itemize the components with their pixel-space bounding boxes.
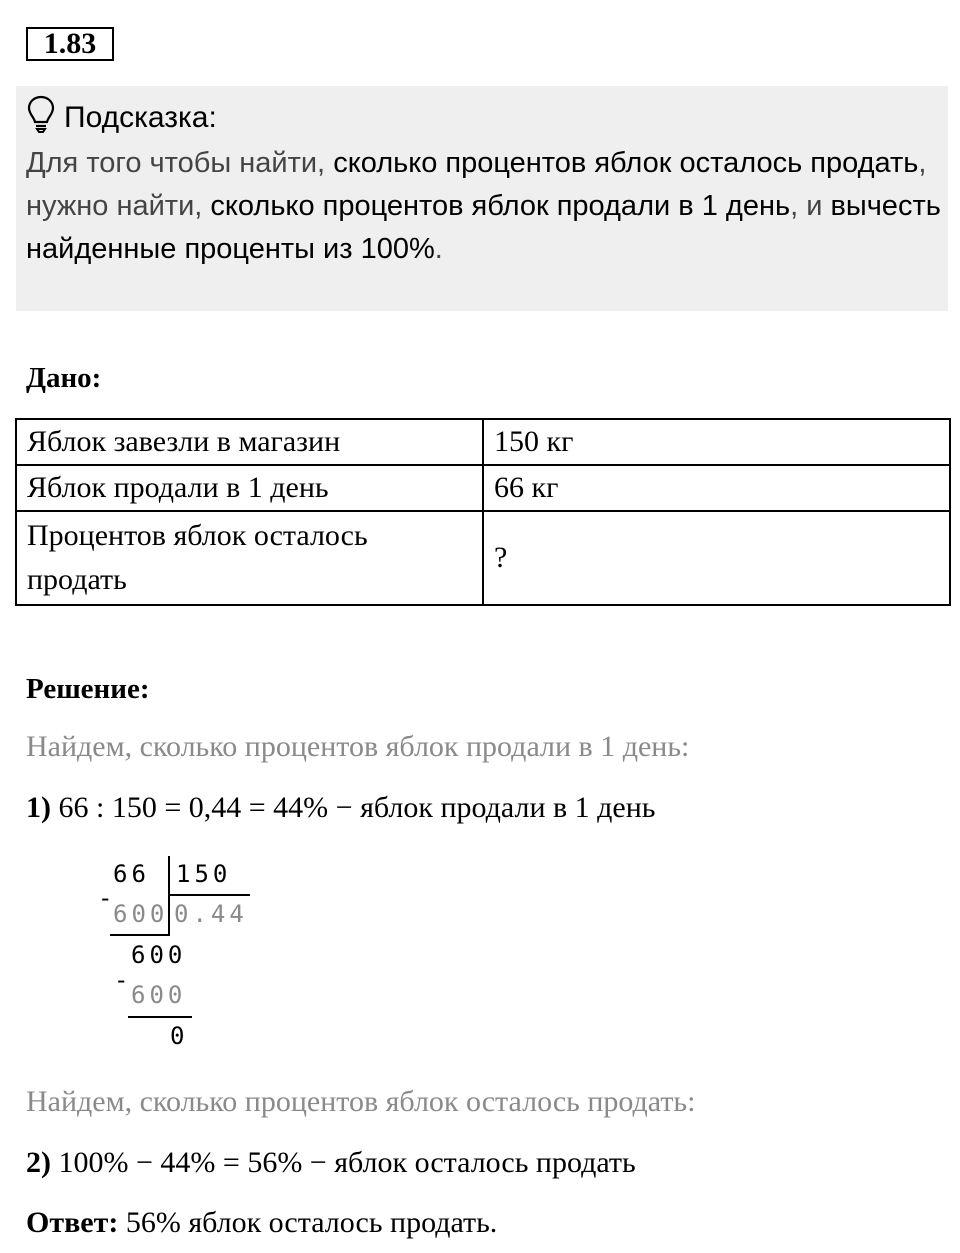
step1-number: 1) bbox=[26, 791, 51, 824]
divisor-underline bbox=[170, 894, 250, 896]
problem-number: 1.83 bbox=[26, 27, 114, 61]
division-dividend: 66 bbox=[113, 860, 150, 888]
hint-emphasis: сколько процентов яблок продали в 1 день bbox=[210, 190, 791, 222]
division-quotient: 0.44 bbox=[174, 900, 248, 928]
solution-heading: Решение: bbox=[26, 673, 150, 705]
given-label: Процентов яблок осталось продать bbox=[16, 511, 483, 605]
hint-fragment: . bbox=[434, 233, 443, 265]
table-row bbox=[16, 511, 950, 605]
hint-emphasis: вычесть найденные проценты из 100% bbox=[26, 190, 941, 265]
minus-sign: - bbox=[114, 966, 133, 994]
step2-line bbox=[26, 1146, 636, 1180]
hint-fragment: , нужно найти, bbox=[26, 147, 927, 222]
given-value: 66 кг bbox=[483, 465, 950, 511]
hint-emphasis: сколько процентов яблок осталось продать bbox=[333, 147, 919, 179]
hint-text bbox=[26, 142, 946, 271]
division-subtrahend: 600 bbox=[113, 900, 169, 928]
division-remainder: 600 bbox=[131, 941, 187, 969]
step2-intro: Найдем, сколько процентов яблок осталось продать: bbox=[26, 1085, 696, 1118]
division-result: 0 bbox=[170, 1022, 189, 1050]
step1-intro: Найдем, сколько процентов яблок продали в 1 день: bbox=[26, 730, 690, 763]
hint-title bbox=[26, 95, 217, 141]
given-label: Яблок завезли в магазин bbox=[16, 419, 483, 465]
given-value: 150 кг bbox=[483, 419, 950, 465]
step1-expression: 66 : 150 = 0,44 = 44% − яблок продали в 1 день bbox=[58, 791, 656, 824]
given-table bbox=[15, 418, 951, 606]
given-value: ? bbox=[483, 511, 950, 605]
step1-line bbox=[26, 791, 655, 825]
division-subtrahend: 600 bbox=[131, 981, 187, 1009]
hint-fragment: Для того чтобы найти, bbox=[26, 147, 334, 179]
table-row bbox=[16, 419, 950, 465]
hint-fragment: , и bbox=[790, 190, 831, 222]
division-divisor: 150 bbox=[176, 860, 232, 888]
step2-expression: 100% − 44% = 56% − яблок осталось продать bbox=[58, 1146, 636, 1179]
hint-label: Подсказка: bbox=[64, 101, 217, 134]
step2-number: 2) bbox=[26, 1146, 51, 1179]
minus-sign: - bbox=[98, 884, 117, 912]
given-label: Яблок продали в 1 день bbox=[16, 465, 483, 511]
subtract-line bbox=[110, 934, 168, 936]
answer-line bbox=[26, 1206, 497, 1240]
given-heading: Дано: bbox=[26, 362, 102, 394]
answer-label: Ответ: bbox=[26, 1206, 119, 1239]
answer-text: 56% яблок осталось продать. bbox=[125, 1206, 498, 1239]
lightbulb-icon bbox=[26, 95, 56, 141]
subtract-line bbox=[128, 1016, 192, 1018]
table-row bbox=[16, 465, 950, 511]
